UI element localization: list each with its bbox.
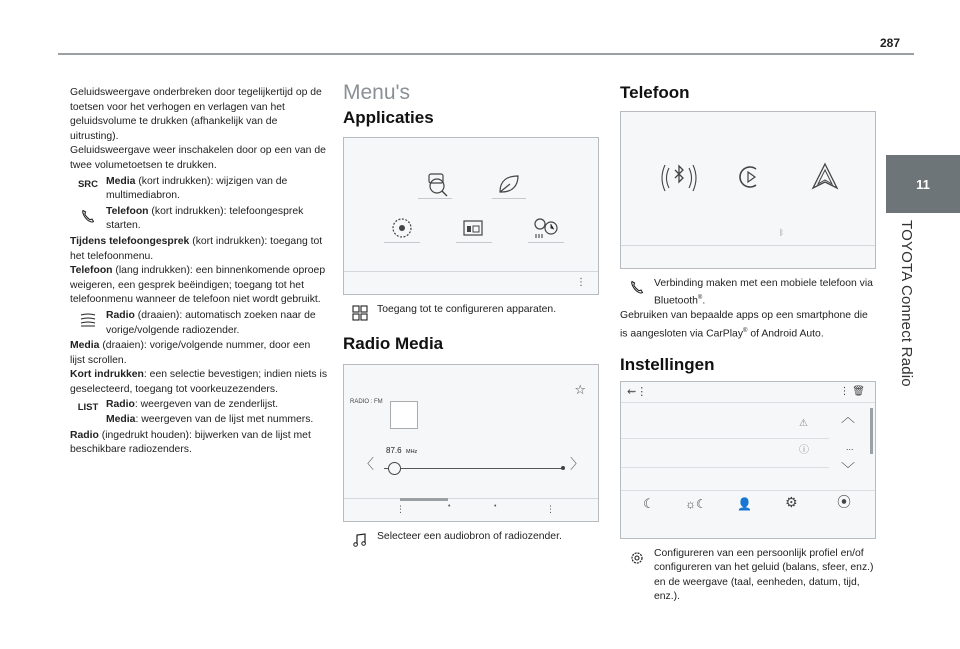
- top-rule: [58, 53, 914, 55]
- applicaties-caption-row: [343, 303, 601, 321]
- src-text: (kort indrukken): wijzigen van de multimediabron.: [106, 175, 288, 202]
- radio-bold: Radio: [106, 309, 135, 321]
- radio-media-caption: Selecteer een audiobron of radiozender.: [377, 530, 562, 542]
- carplay-icon: [735, 162, 765, 192]
- column-left: [70, 86, 328, 458]
- bluetooth-status-icon: ᛒ: [779, 228, 784, 237]
- src-icon: SRC: [77, 178, 99, 190]
- chapter-title: TOYOTA Connect Radio: [898, 220, 915, 387]
- gear-icon: [628, 549, 646, 567]
- top-options-icon: ⋮ 🗑: [839, 385, 865, 397]
- media-bold: Media: [70, 340, 100, 352]
- next-chevron-icon: 〉: [570, 455, 584, 472]
- telefoon-caption-1: Verbinding maken met een mobiele telefoon via Bluetooth: [654, 277, 873, 307]
- brightness-icon: ☼☾: [685, 496, 707, 511]
- list-icon: LIST: [77, 402, 99, 414]
- radio-row: [70, 309, 328, 338]
- list-row: [70, 398, 328, 427]
- instellingen-screen: [620, 381, 876, 539]
- apps-grid-icon: [352, 305, 368, 321]
- back-arrow-icon: ⇜⋮: [627, 385, 648, 398]
- phone-bold: Telefoon: [106, 205, 149, 217]
- call-text: (kort indrukken): toegang tot het telefoonmenu.: [70, 235, 323, 262]
- menus-heading: Menu's: [343, 81, 411, 104]
- frequency-value: 87.6: [386, 445, 402, 455]
- chapter-tab: 11: [886, 155, 960, 213]
- phone-text: (kort indrukken): telefoongesprek starten.: [106, 205, 304, 232]
- src-bold: Media: [106, 175, 136, 187]
- list-media-text: : weergeven van de lijst met nummers.: [135, 414, 314, 426]
- android-auto-icon: [809, 160, 841, 192]
- privacy-location-icon: ⦿: [837, 493, 851, 510]
- album-art-placeholder: [390, 401, 418, 429]
- radio-media-screen: [343, 364, 599, 522]
- instellingen-caption-row: [620, 547, 878, 605]
- phone-row: [70, 205, 328, 234]
- applicaties-heading: Applicaties: [343, 107, 434, 127]
- driving-settings-icon: [390, 216, 414, 240]
- bottom-options-icon: ⋮: [546, 504, 555, 515]
- tel-long-text: (lang indrukken): een binnenkomende oproep weigeren, een gesprek beëindigen; toegang tot het telefoonmenu wanneer de telefoon niet wordt gebruikt.: [70, 265, 326, 306]
- column-right: [620, 83, 878, 605]
- bottom-dot-icon: •: [448, 503, 451, 511]
- frequency-slider-knob: [388, 462, 401, 475]
- telefoon-caption-reg2: ®: [743, 327, 748, 334]
- kort-bold: Kort indrukken: [70, 369, 144, 381]
- frequency-slider-track: [384, 468, 564, 469]
- frequency-unit: MHz: [406, 448, 418, 455]
- ingedrukt-bold: Radio: [70, 429, 99, 441]
- paragraph-mute: Geluidsweergave onderbreken door tegelijkertijd op de toetsen voor het verhogen en verlagen van het geluidsvolume te drukken (afhankelijk van de uitrusting).: [70, 87, 322, 142]
- bottom-menu-dots-icon: ⋮: [396, 504, 405, 515]
- telefoon-caption-3: Gebruiken van bepaalde apps op een smartphone die is aangesloten via CarPlay: [620, 310, 868, 340]
- previous-chevron-icon: 〈: [360, 455, 374, 472]
- paragraph-unmute: Geluidsweergave weer inschakelen door op een van de twee volumetoetsen te drukken.: [70, 145, 326, 171]
- list-media-bold: Media: [106, 414, 136, 426]
- phone-icon-2: [629, 279, 645, 295]
- column-middle: [343, 81, 601, 548]
- telefoon-screen: [620, 111, 876, 269]
- favorite-star-icon: ☆: [574, 381, 586, 397]
- page-number: 287: [880, 36, 901, 50]
- tel-long-bold: Telefoon: [70, 265, 113, 277]
- kort-text: : een selectie bevestigen; indien niets is geselecteerd, toegang tot voorkeuzezenders.: [70, 369, 328, 395]
- src-row: [70, 175, 328, 204]
- scroll-up-chevron-icon: ︿: [841, 408, 855, 425]
- info-icon: ⓘ: [799, 444, 809, 456]
- music-note-icon: [352, 532, 368, 548]
- menu-lines-icon: [79, 312, 97, 328]
- telefoon-caption-row: [620, 277, 878, 310]
- telefoon-caption-reg: ®: [697, 295, 703, 302]
- more-options-icon: ⋮: [576, 276, 586, 288]
- media-text: (draaien): vorige/volgende nummer, door een lijst scrollen.: [70, 340, 311, 366]
- applicaties-caption: Toegang tot te configureren apparaten.: [377, 304, 557, 316]
- climate-timer-icon: [532, 216, 560, 240]
- instellingen-heading: Instellingen: [620, 354, 715, 374]
- night-mode-icon: ☾: [643, 495, 655, 511]
- eco-leaf-icon: [496, 172, 522, 196]
- bluetooth-icon: [659, 160, 699, 196]
- connected-services-icon: [424, 170, 452, 198]
- instellingen-caption: Configureren van een persoonlijk profiel en/of configureren van het geluid (balans, sfeer, enz.) en de weergave (taal, eenheden, datum, tijd, enz.).: [654, 547, 874, 603]
- radio-media-heading: Radio Media: [343, 334, 444, 354]
- telefoon-caption-2: .: [702, 295, 706, 307]
- phone-icon: [80, 208, 96, 224]
- telefoon-heading: Telefoon: [620, 83, 690, 102]
- bottom-dot-icon-2: •: [494, 503, 497, 511]
- scroll-down-chevron-icon: ﹀: [841, 460, 855, 477]
- instellingen-ellipsis: ...: [846, 441, 854, 452]
- profile-icon: 👤: [737, 496, 752, 511]
- radio-text: (draaien): automatisch zoeken naar de vorige/volgende radiozender.: [106, 309, 316, 336]
- gallery-icon: [462, 218, 484, 238]
- settings-gear-icon: ⚙: [785, 493, 798, 510]
- scrollbar[interactable]: [870, 408, 873, 454]
- radio-band-label: RADIO : FM: [350, 398, 383, 405]
- ingedrukt-text: (ingedrukt houden): bijwerken van de lijst met beschikbare radiozenders.: [70, 429, 311, 456]
- list-radio-text: : weergeven van de zenderlijst.: [134, 399, 279, 411]
- warning-icon: ⚠: [799, 417, 808, 429]
- list-radio-bold: Radio: [106, 399, 135, 411]
- radio-media-caption-row: [343, 530, 601, 548]
- applicaties-screen: [343, 137, 599, 295]
- call-bold: Tijdens telefoongesprek: [70, 235, 190, 247]
- telefoon-caption-4: of Android Auto.: [747, 328, 824, 340]
